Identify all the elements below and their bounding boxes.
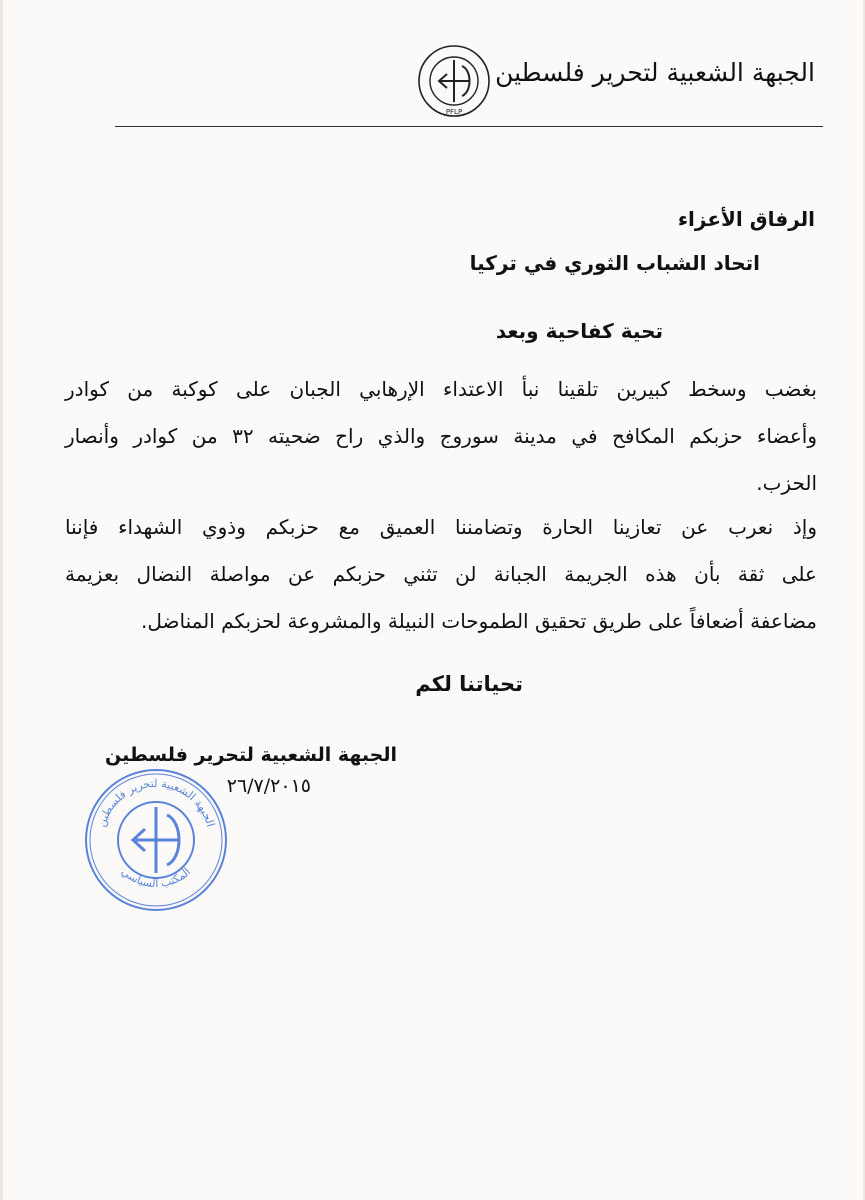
paragraph-line: الحزب. — [756, 471, 817, 495]
svg-text:المكتب السياسي: المكتب السياسي — [118, 865, 194, 891]
recipient-salutation: الرفاق الأعزاء — [677, 207, 815, 231]
paragraph-line: بغضب وسخط كبيرين تلقينا نبأ الاعتداء الإرهابي الجبان على كوكبة من كوادر — [65, 377, 817, 401]
official-stamp-icon — [83, 767, 229, 913]
paragraph-line: مضاعفة أضعافاً على طريق تحقيق الطموحات النبيلة والمشروعة لحزبكم المناضل. — [141, 609, 817, 633]
paragraph-line: وإذ نعرب عن تعازينا الحارة وتضامننا العميق مع حزبكم وذوي الشهداء فإننا — [65, 515, 817, 539]
paragraph-line: وأعضاء حزبكم المكافح في مدينة سوروج والذي راح ضحيته ٣٢ من كوادر وأنصار — [65, 424, 817, 448]
signature-org: الجبهة الشعبية لتحرير فلسطين — [105, 744, 397, 766]
svg-text:PFLP: PFLP — [445, 108, 463, 116]
closing-line: تحياتنا لكم — [415, 672, 523, 696]
paragraph-line: على ثقة بأن هذه الجريمة الجبانة لن تثني حزبكم عن مواصلة النضال بعزيمة — [65, 562, 817, 586]
recipient-organization: اتحاد الشباب الثوري في تركيا — [469, 251, 760, 275]
svg-text:الجبهة الشعبية لتحرير فلسطين: الجبهة الشعبية لتحرير فلسطين — [94, 776, 218, 829]
letterhead-org-name: الجبهة الشعبية لتحرير فلسطين — [495, 58, 815, 87]
header-divider — [115, 126, 823, 127]
greeting-line: تحية كفاحية وبعد — [495, 319, 663, 343]
body-paragraph-1 — [65, 366, 817, 507]
pflp-logo-icon — [417, 44, 491, 118]
body-paragraph-2 — [65, 504, 817, 645]
signature-date: ٢٦/٧/٢٠١٥ — [226, 775, 311, 797]
